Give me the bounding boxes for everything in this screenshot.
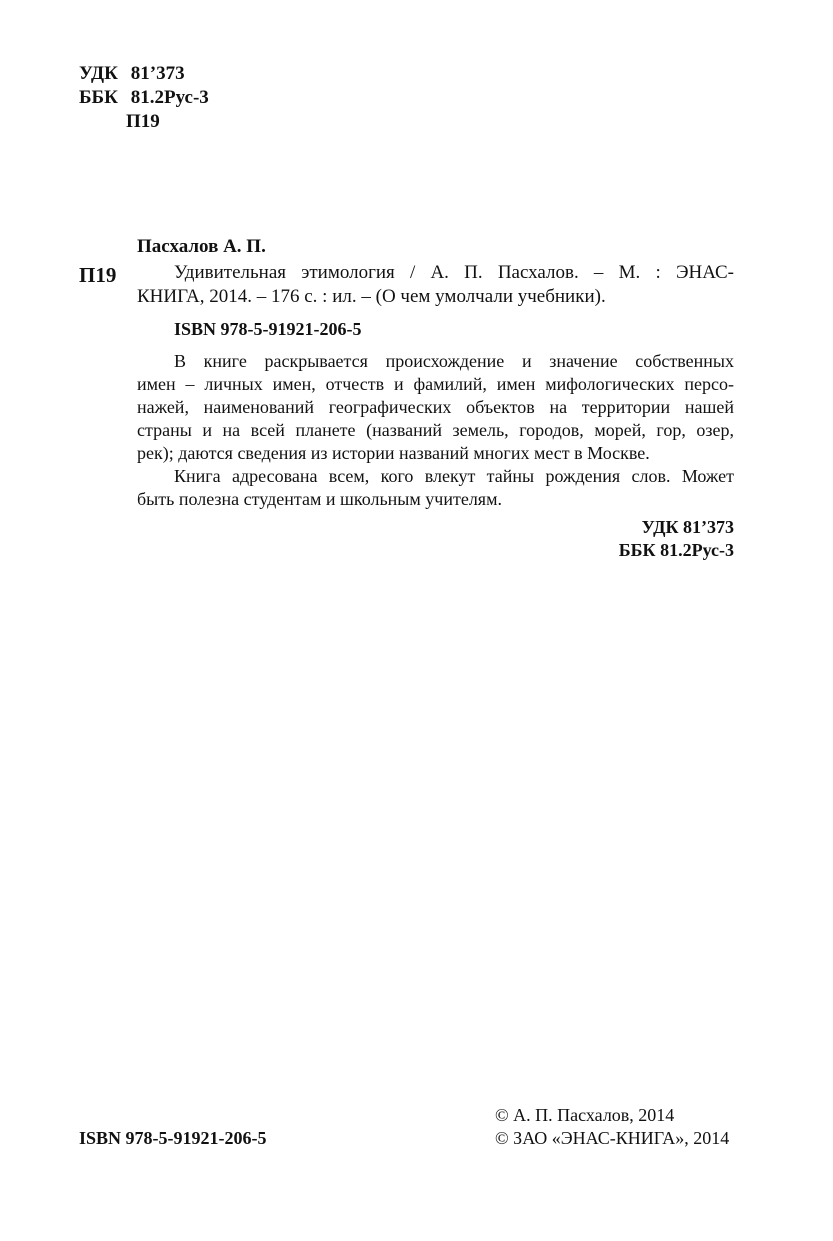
udk-value: 81’373 bbox=[130, 63, 185, 84]
annotation-line: нажей, наименований географических объектов на территории нашей bbox=[137, 397, 734, 417]
annotation-line: имен – личных имен, отчеств и фамилий, имен мифологических персо- bbox=[137, 374, 734, 394]
annotation-line: рек); даются сведения из истории названий многих мест в Москве. bbox=[137, 443, 650, 463]
copyright-publisher: © ЗАО «ЭНАС-КНИГА», 2014 bbox=[495, 1128, 730, 1148]
bbk-label: ББК bbox=[79, 87, 118, 108]
bbk-record: ББК 81.2Рус-3 bbox=[618, 540, 734, 560]
title-line-2: КНИГА, 2014. – 176 с. : ил. – (О чем умолчали учебники). bbox=[137, 286, 606, 307]
copyright-block bbox=[495, 1104, 729, 1150]
bibliographic-description bbox=[137, 261, 734, 309]
classification-bottom bbox=[619, 516, 734, 562]
audience-line: Книга адресована всем, кого влекут тайны рождения слов. Может bbox=[174, 466, 734, 486]
author-heading: Пасхалов А. П. bbox=[137, 236, 266, 257]
title-line-1: Удивительная этимология / А. П. Пасхалов. – М. : ЭНАС- bbox=[174, 262, 734, 283]
audience-line: быть полезна студентам и школьным учителям. bbox=[137, 489, 502, 509]
udk-record: УДК 81’373 bbox=[641, 517, 734, 537]
annotation bbox=[137, 350, 734, 511]
bbk-top-row bbox=[79, 86, 209, 110]
author-mark-record: П19 bbox=[79, 263, 117, 287]
annotation-line: В книге раскрывается происхождение и значение собственных bbox=[174, 351, 734, 371]
copyright-author: © А. П. Пасхалов, 2014 bbox=[495, 1105, 675, 1125]
udk-top-row bbox=[79, 62, 185, 86]
isbn-record: ISBN 978-5-91921-206-5 bbox=[174, 319, 362, 339]
udk-label: УДК bbox=[79, 63, 118, 84]
isbn-footer: ISBN 978-5-91921-206-5 bbox=[79, 1128, 267, 1148]
author-mark-top: П19 bbox=[126, 111, 160, 132]
bbk-value: 81.2Рус-3 bbox=[130, 87, 209, 108]
annotation-line: страны и на всей планете (названий земель, городов, морей, гор, озер, bbox=[137, 420, 734, 440]
